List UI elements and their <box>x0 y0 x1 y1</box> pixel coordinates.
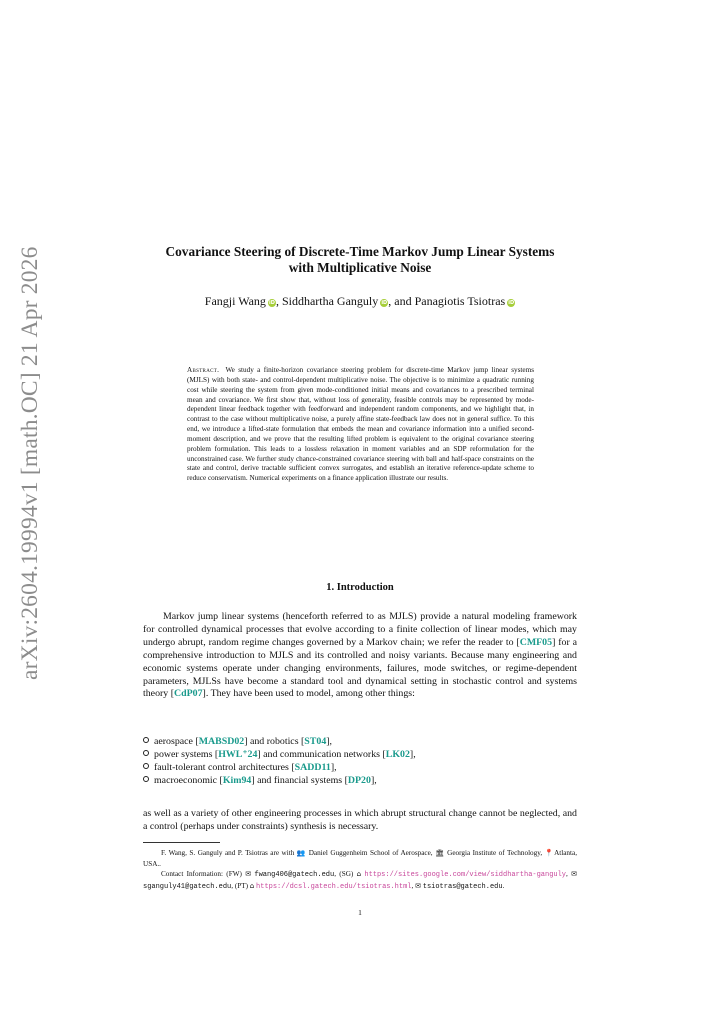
footnote-text: Daniel Guggenheim School of Aerospace, <box>306 849 436 857</box>
email-link-sg[interactable]: sganguly41@gatech.edu <box>143 882 232 891</box>
paragraph-text: ] for a comprehensive introduction to MJLS and its controlled and noisy variants. Because many engineering and economic systems operate under changing environments, failures, mode switches, or regime-dependent parameters, MJLSs have become a standard tool and dynamical setting in stochastic control and systems theory [ <box>143 636 578 700</box>
list-text: ], <box>370 774 377 786</box>
footnote-text: . <box>502 881 505 890</box>
orcid-icon[interactable]: iD <box>508 300 515 306</box>
envelope-icon: ✉ <box>245 870 252 878</box>
bullet-circle-icon <box>143 737 149 743</box>
affiliation-footnote <box>143 848 577 869</box>
group-icon: 👥 <box>296 849 307 857</box>
url-link-pt[interactable]: https://dcsl.gatech.edu/tsiotras.html <box>256 882 412 891</box>
citation-link[interactable]: HWL⁺24 <box>218 748 258 760</box>
list-text: aerospace [ <box>154 736 199 747</box>
envelope-icon: ✉ <box>415 881 421 890</box>
citation-link[interactable]: DP20 <box>347 774 371 786</box>
abstract <box>187 366 534 484</box>
footnote-text: , <box>566 870 572 878</box>
abstract-heading: Abstract. <box>187 366 220 374</box>
contact-footnote <box>143 869 577 892</box>
footnote-text: Contact Information: (FW) <box>161 870 246 878</box>
author-name: Fangji Wang <box>204 294 266 308</box>
bullet-circle-icon <box>143 750 149 756</box>
list-text: macroeconomic [ <box>154 774 223 786</box>
paper-title <box>140 244 580 276</box>
title-line-1: Covariance Steering of Discrete-Time Markov Jump Linear Systems <box>165 244 555 259</box>
citation-link[interactable]: LK02 <box>385 748 410 760</box>
application-list <box>143 736 577 788</box>
paragraph-text: ]. They have been used to model, among other things: <box>202 688 415 700</box>
home-icon: ⌂ <box>249 881 255 890</box>
orcid-icon[interactable]: iD <box>269 300 275 306</box>
email-link-pt[interactable]: tsiotras@gatech.edu <box>422 882 503 891</box>
intro-paragraph-2: as well as a variety of other engineering processes in which abrupt structural change cannot be neglected, and a control (perhaps under constraints) synthesis is necessary. <box>143 808 577 832</box>
building-icon: 🏛 <box>435 849 445 857</box>
citation-link[interactable]: ST04 <box>304 736 327 747</box>
author-list <box>140 294 580 309</box>
bullet-circle-icon <box>143 763 149 769</box>
footnote-text: Atlanta, USA.. <box>143 849 578 868</box>
list-text: power systems [ <box>154 748 219 760</box>
footnote-text: , (SG) <box>334 870 357 878</box>
list-item <box>143 775 577 788</box>
paragraph-text: Markov jump linear systems (henceforth referred to as MJLS) provide a natural modeling framework for controlled dynamical processes that evolve according to a finite collection of linear modes, which may undergo abrupt, random regime changes governed by a Markov chain; we refer the reader to [ <box>143 611 577 648</box>
footnote-text: F. Wang, S. Ganguly and P. Tsiotras are with <box>161 849 297 857</box>
citation-link[interactable]: MABSD02 <box>198 736 245 747</box>
list-item <box>143 749 577 762</box>
citation-link[interactable]: CdP07 <box>174 688 203 700</box>
footnote-divider <box>143 842 220 843</box>
section-heading: 1. Introduction <box>326 582 394 593</box>
citation-link[interactable]: CMF05 <box>519 636 553 648</box>
page-number: 1 <box>358 908 362 917</box>
email-link-fw[interactable]: fwang406@gatech.edu <box>254 871 335 879</box>
list-text: fault-tolerant control architectures [ <box>154 761 295 773</box>
list-text: ], <box>330 761 337 773</box>
arxiv-identifier-stamp: arXiv:2604.19994v1 [math.OC] 21 Apr 2026 <box>17 246 43 680</box>
author-separator: , and <box>388 294 415 308</box>
list-text: ] and financial systems [ <box>251 774 348 786</box>
intro-paragraph-1 <box>143 611 577 701</box>
author-separator: , <box>275 294 282 308</box>
list-text: ] and communication networks [ <box>257 748 386 760</box>
home-icon: ⌂ <box>356 870 362 878</box>
url-link-sg[interactable]: https://sites.google.com/view/siddhartha-ganguly <box>364 871 567 879</box>
title-line-2: with Multiplicative Noise <box>288 260 432 275</box>
abstract-text: We study a finite-horizon covariance steering problem for discrete-time Markov jump linear systems (MJLS) with both state- and control-dependent multiplicative noise. The objective is to minimize a quadratic running cost while steering the system from given mode-conditioned initial means and covariances to a prescribed terminal mean and covariance. We first show that, without loss of generality, feasible controls may be represented by mode-dependent linear feedback together with feedforward and independent random components, and we highlight that, in contrast to the case without multiplicative noise, a purely affine state-feedback law does not in general suffice. To this end, we introduce a lifted-state formulation that embeds the mean and covariance information into a unified second-moment description, and we prove that the resulting lifted problem is equivalent to the original covariance steering problem formulation. This leads to a lossless relaxation in moment variables and an SDP reformulation for the unconstrained case. We further study chance-constrained covariance steering with ball and half-space constraints on the state and control, derive tractable sufficient convex surrogates, and establish an iterative reference-update scheme to reduce conservatism. Numerical experiments on a finance application illustrate our results. <box>187 366 534 483</box>
citation-link[interactable]: Kim94 <box>222 774 252 786</box>
list-item <box>143 762 577 775</box>
location-pin-icon: 📍 <box>544 849 555 857</box>
footnotes <box>143 848 577 892</box>
footnote-text: , <box>411 881 416 890</box>
footnote-text: Georgia Institute of Technology, <box>444 849 545 857</box>
list-text: ], <box>409 748 416 760</box>
bullet-circle-icon <box>143 776 149 782</box>
list-item <box>143 736 577 749</box>
list-text: ], <box>326 736 333 747</box>
footnote-text: , (PT) <box>231 881 250 890</box>
author-name: Siddhartha Ganguly <box>281 294 379 308</box>
list-text: ] and robotics [ <box>244 736 305 747</box>
citation-link[interactable]: SADD11 <box>294 761 331 773</box>
envelope-icon: ✉ <box>571 870 577 878</box>
orcid-icon[interactable]: iD <box>381 300 388 306</box>
author-name: Panagiotis Tsiotras <box>414 294 506 308</box>
